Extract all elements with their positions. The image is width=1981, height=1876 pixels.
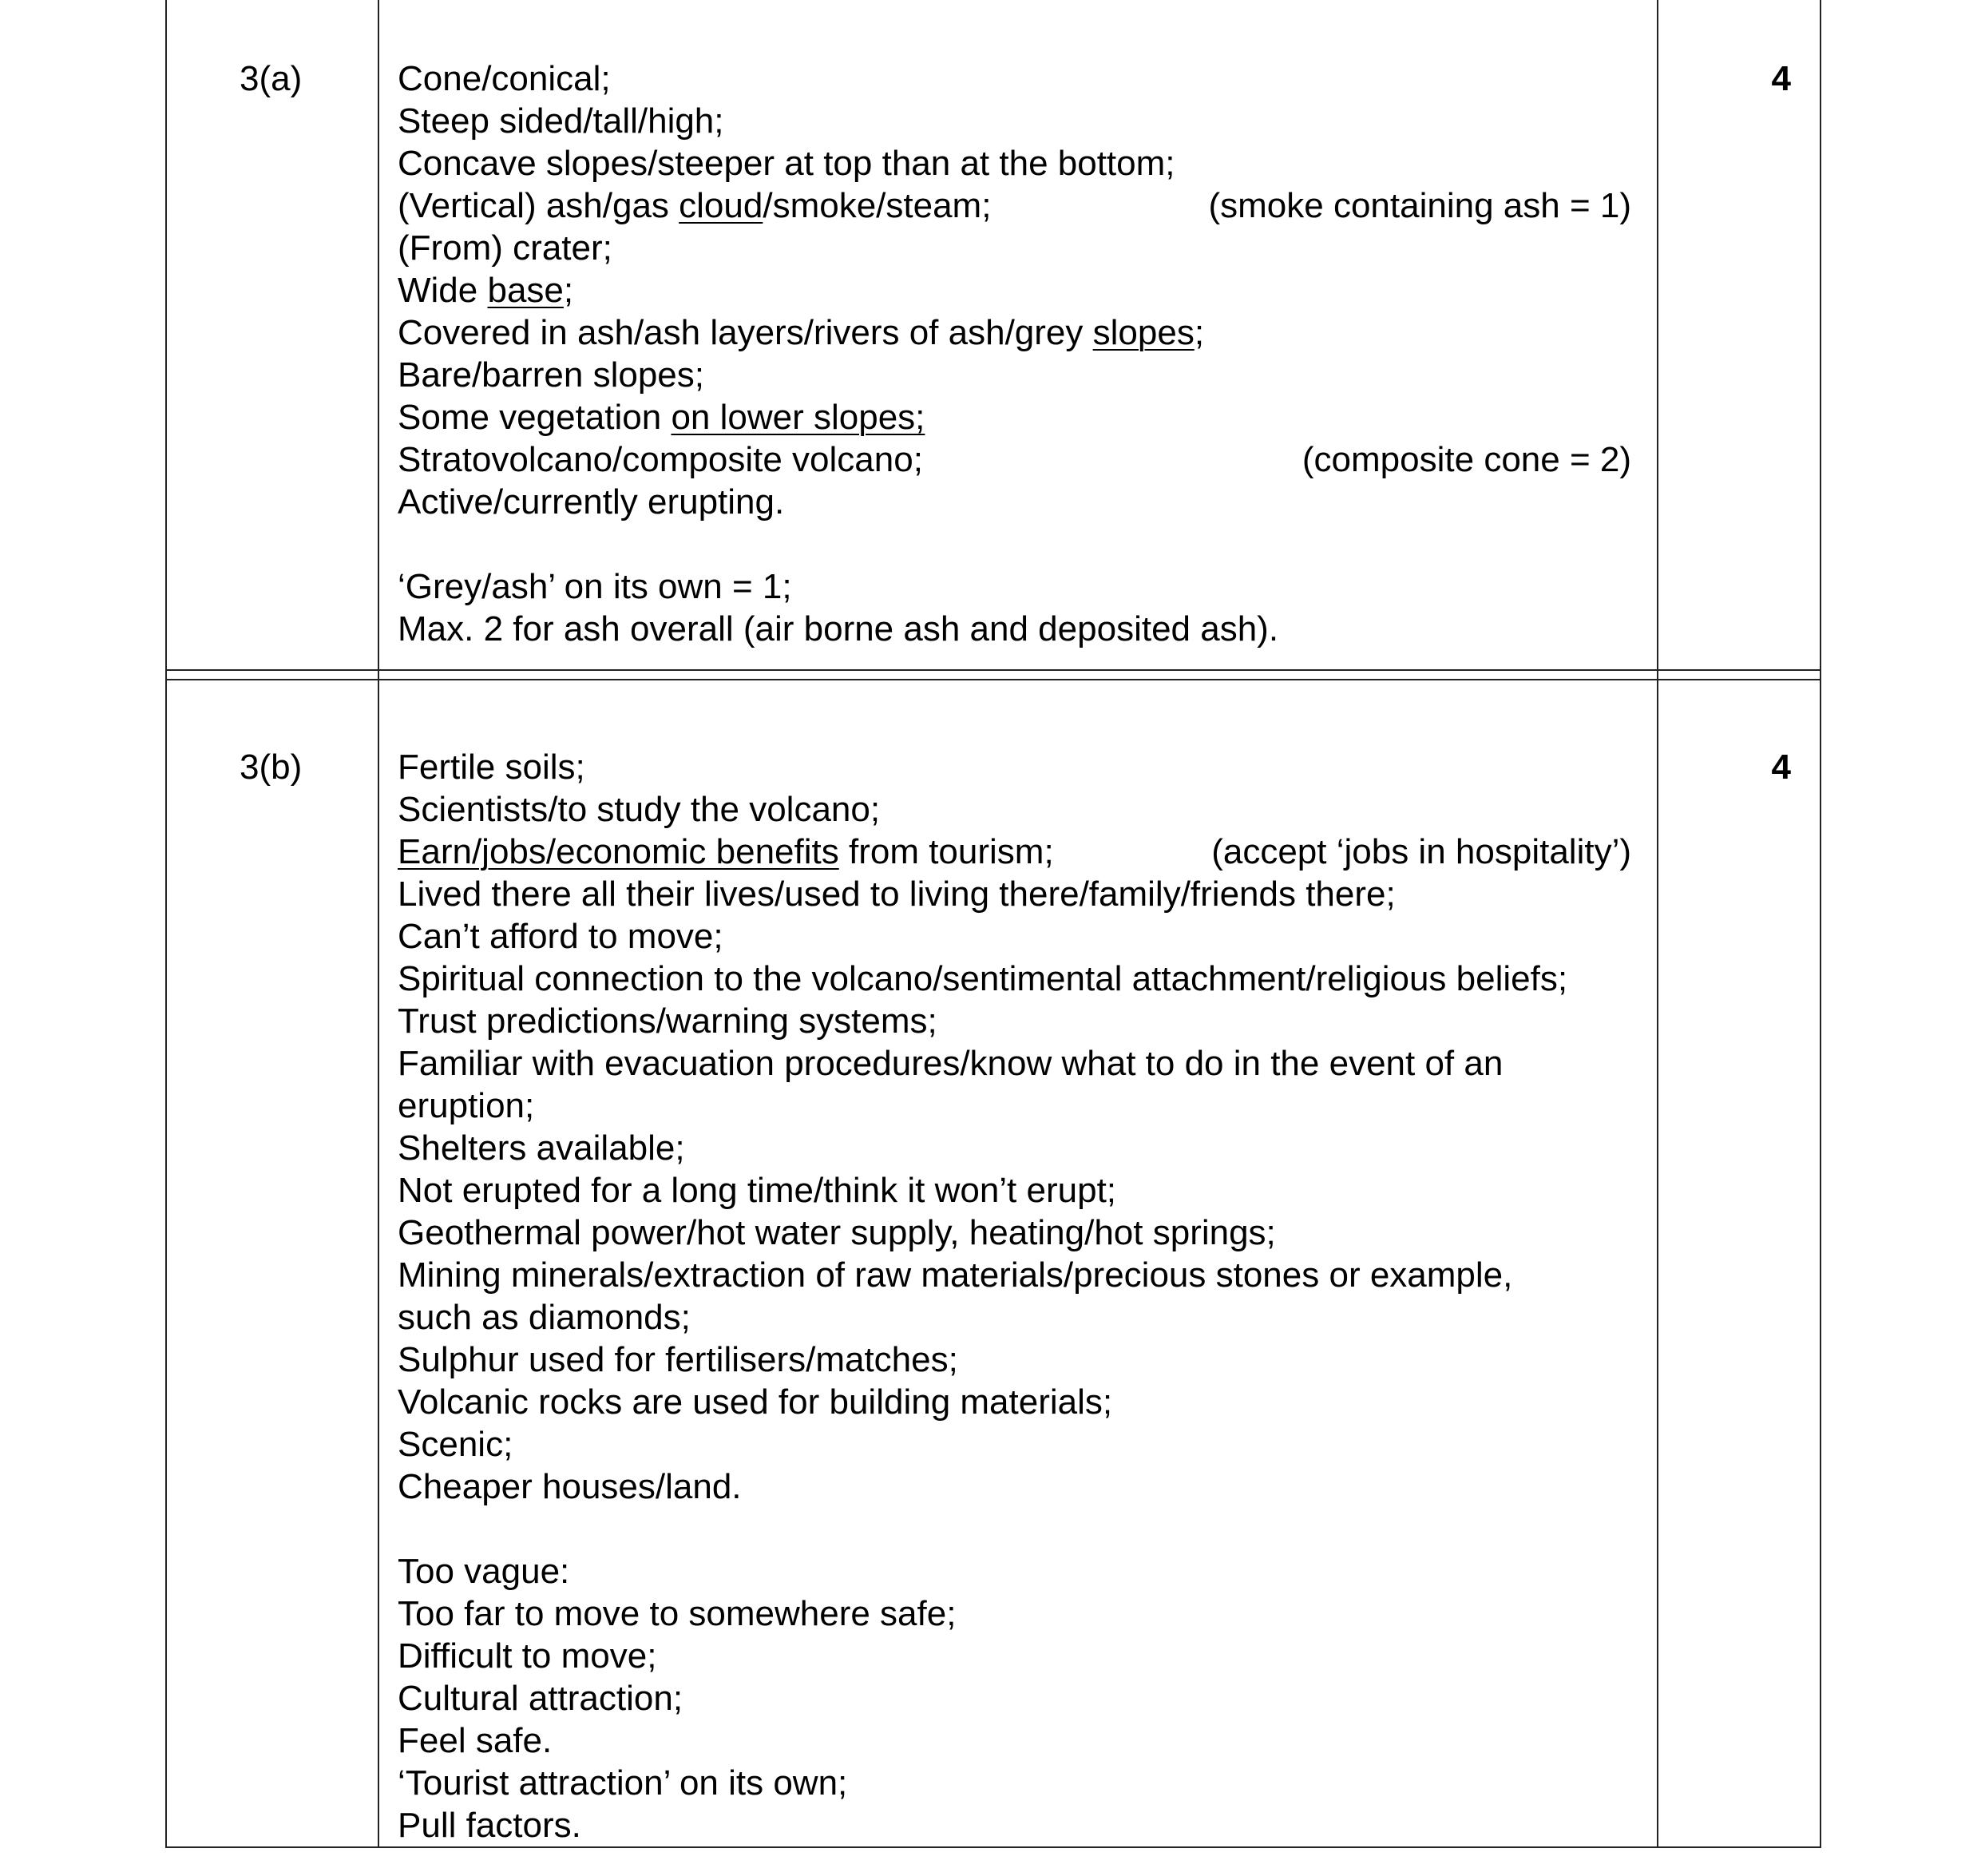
marks-cell	[1658, 0, 1821, 670]
answer-segment: from tourism;	[838, 832, 1054, 871]
answer-line	[398, 438, 1631, 481]
answer-line-text	[398, 1169, 1116, 1212]
answer-line-text	[398, 1677, 683, 1719]
answer-segment: Difficult to move;	[398, 1636, 657, 1676]
marking-note: (composite cone = 2)	[1302, 440, 1631, 479]
answer-line	[398, 746, 1631, 788]
answer-line	[398, 1719, 1631, 1762]
answer-line	[398, 1381, 1631, 1423]
answer-segment: Cultural attraction;	[398, 1679, 683, 1718]
answer-segment: Not erupted for a long time/think it won’t erupt;	[398, 1171, 1117, 1210]
answer-segment: Steep sided/tall/high;	[398, 101, 724, 141]
answer-line	[398, 269, 1631, 311]
answer-line-text	[398, 1212, 1276, 1254]
answer-line	[398, 1762, 1631, 1804]
answer-line-text	[398, 915, 723, 958]
answer-segment: Scientists/to study the volcano;	[398, 790, 881, 829]
answer-line	[398, 142, 1631, 184]
answer-line	[398, 311, 1631, 354]
answer-line	[398, 481, 1631, 523]
answer-segment: Mining minerals/extraction of raw materials/precious stones or example,	[398, 1255, 1513, 1295]
answer-line	[398, 1635, 1631, 1677]
answer-line	[398, 831, 1631, 873]
answer-segment: ‘Grey/ash’ on its own = 1;	[398, 567, 792, 606]
answer-line	[398, 354, 1631, 396]
answer-line-text	[398, 1466, 742, 1508]
answer-line	[398, 58, 1631, 100]
answer-line-text	[398, 184, 991, 227]
answer-line	[398, 1127, 1631, 1169]
answer-line-text	[398, 1254, 1512, 1296]
answer-line-text	[398, 100, 724, 142]
answer-segment: Spiritual connection to the volcano/sentimental attachment/religious beliefs;	[398, 959, 1568, 998]
answer-line	[398, 1042, 1631, 1085]
answer-line-text	[398, 481, 784, 523]
marking-note: (smoke containing ash = 1)	[1208, 186, 1631, 225]
answer-segment: Trust predictions/warning systems;	[398, 1001, 937, 1041]
answer-line-text	[398, 1296, 691, 1339]
answer-segment: Cheaper houses/land.	[398, 1467, 742, 1506]
mark-scheme-row	[166, 0, 1821, 670]
answer-line-text	[398, 354, 704, 396]
answer-segment: Fertile soils;	[398, 748, 585, 787]
answer-line-text	[398, 1127, 685, 1169]
answer-segment: Too far to move to somewhere safe;	[398, 1594, 957, 1633]
answer-line	[398, 184, 1631, 227]
answer-line-text	[398, 608, 1278, 650]
answer-line	[398, 100, 1631, 142]
answer-segment: Volcanic rocks are used for building materials;	[398, 1382, 1113, 1422]
answer-segment: Can’t afford to move;	[398, 917, 723, 956]
answer-segment: such as diamonds;	[398, 1298, 691, 1337]
answer-line	[398, 1000, 1631, 1042]
answer-segment: (Vertical) ash/gas	[398, 186, 679, 225]
answer-line-text	[398, 1000, 937, 1042]
answer-segment: ;	[563, 271, 574, 310]
answer-line	[398, 1466, 1631, 1508]
answer-line	[398, 227, 1631, 269]
answer-segment: Covered in ash/ash layers/rivers of ash/grey	[398, 313, 1093, 352]
answer-segment: Geothermal power/hot water supply, heating/hot springs;	[398, 1213, 1276, 1252]
underlined-keyword: cloud	[679, 186, 763, 225]
answer-segment: Wide	[398, 271, 488, 310]
question-cell	[166, 680, 378, 1847]
answer-line	[398, 608, 1631, 650]
blank-line	[398, 1508, 1631, 1550]
answer-line	[398, 1296, 1631, 1339]
answer-segment: Concave slopes/steeper at top than at the bottom;	[398, 144, 1175, 183]
answer-line	[398, 1804, 1631, 1846]
answer-segment: Stratovolcano/composite volcano;	[398, 440, 923, 479]
marking-note: (accept ‘jobs in hospitality’)	[1211, 832, 1631, 871]
answer-segment: Shelters available;	[398, 1128, 685, 1168]
answer-line-text	[398, 1339, 958, 1381]
answer-line-text	[398, 1592, 956, 1635]
answer-line-text	[398, 1762, 847, 1804]
answer-text	[379, 680, 1657, 1846]
answer-line-text	[398, 1804, 581, 1846]
mark-scheme-table	[165, 0, 1821, 1848]
answer-segment: Some vegetation	[398, 398, 672, 437]
answer-line-text	[398, 831, 1054, 873]
answer-line	[398, 1423, 1631, 1466]
answer-segment: Too vague:	[398, 1552, 570, 1591]
answer-line-text	[398, 958, 1567, 1000]
answer-segment: Lived there all their lives/used to living there/family/friends there;	[398, 875, 1396, 914]
row-separator	[166, 670, 1821, 680]
answer-cell	[378, 680, 1658, 1847]
question-cell	[166, 0, 378, 670]
answer-line	[398, 1169, 1631, 1212]
answer-line	[398, 915, 1631, 958]
answer-line-text	[398, 1381, 1112, 1423]
answer-segment: ;	[1194, 313, 1205, 352]
answer-line-text	[398, 873, 1396, 915]
answer-line-text	[398, 1085, 534, 1127]
answer-line-text	[398, 438, 923, 481]
answer-line-text	[398, 1042, 1503, 1085]
mark-scheme-row	[166, 680, 1821, 1847]
answer-line	[398, 1212, 1631, 1254]
answer-line	[398, 1677, 1631, 1719]
answer-line-text	[398, 227, 612, 269]
answer-line	[398, 396, 1631, 438]
answer-line	[398, 873, 1631, 915]
answer-line	[398, 565, 1631, 608]
answer-line-text	[398, 311, 1204, 354]
answer-segment: Familiar with evacuation procedures/know what to do in the event of an	[398, 1044, 1504, 1083]
answer-segment: /smoke/steam;	[763, 186, 992, 225]
answer-line-text	[398, 396, 925, 438]
marks-value: 4	[1771, 59, 1791, 98]
answer-segment: Sulphur used for fertilisers/matches;	[398, 1340, 958, 1379]
answer-segment: Pull factors.	[398, 1806, 581, 1845]
marks-value: 4	[1771, 748, 1791, 787]
answer-text	[379, 0, 1657, 650]
answer-line-text	[398, 788, 880, 831]
answer-segment: Max. 2 for ash overall (air borne ash and deposited ash).	[398, 609, 1279, 648]
answer-segment: Scenic;	[398, 1425, 513, 1464]
answer-cell	[378, 0, 1658, 670]
answer-segment: ‘Tourist attraction’ on its own;	[398, 1763, 848, 1803]
underlined-keyword: on lower slopes;	[671, 398, 925, 437]
answer-line-text	[398, 269, 573, 311]
marks-cell	[1658, 680, 1821, 1847]
answer-segment: Active/currently erupting.	[398, 482, 785, 522]
blank-line	[398, 523, 1631, 565]
answer-line-text	[398, 58, 611, 100]
answer-line-text	[398, 1550, 569, 1592]
answer-line	[398, 958, 1631, 1000]
answer-line-text	[398, 565, 792, 608]
question-number: 3(b)	[240, 748, 303, 787]
question-number: 3(a)	[240, 59, 303, 98]
answer-segment: Bare/barren slopes;	[398, 355, 704, 395]
answer-line	[398, 1254, 1631, 1296]
answer-line-text	[398, 1719, 552, 1762]
answer-line	[398, 1592, 1631, 1635]
underlined-keyword: base	[487, 271, 564, 310]
underlined-keyword: slopes	[1092, 313, 1195, 352]
answer-segment: (From) crater;	[398, 228, 612, 268]
answer-line-text	[398, 1635, 656, 1677]
answer-line	[398, 1550, 1631, 1592]
answer-segment: Feel safe.	[398, 1721, 553, 1760]
answer-segment: Cone/conical;	[398, 59, 611, 98]
answer-line	[398, 1085, 1631, 1127]
answer-segment: eruption;	[398, 1086, 535, 1125]
answer-line-text	[398, 746, 585, 788]
answer-line-text	[398, 142, 1175, 184]
answer-line-text	[398, 1423, 513, 1466]
underlined-keyword: Earn/jobs/economic benefits	[398, 832, 839, 871]
answer-line	[398, 1339, 1631, 1381]
answer-line	[398, 788, 1631, 831]
